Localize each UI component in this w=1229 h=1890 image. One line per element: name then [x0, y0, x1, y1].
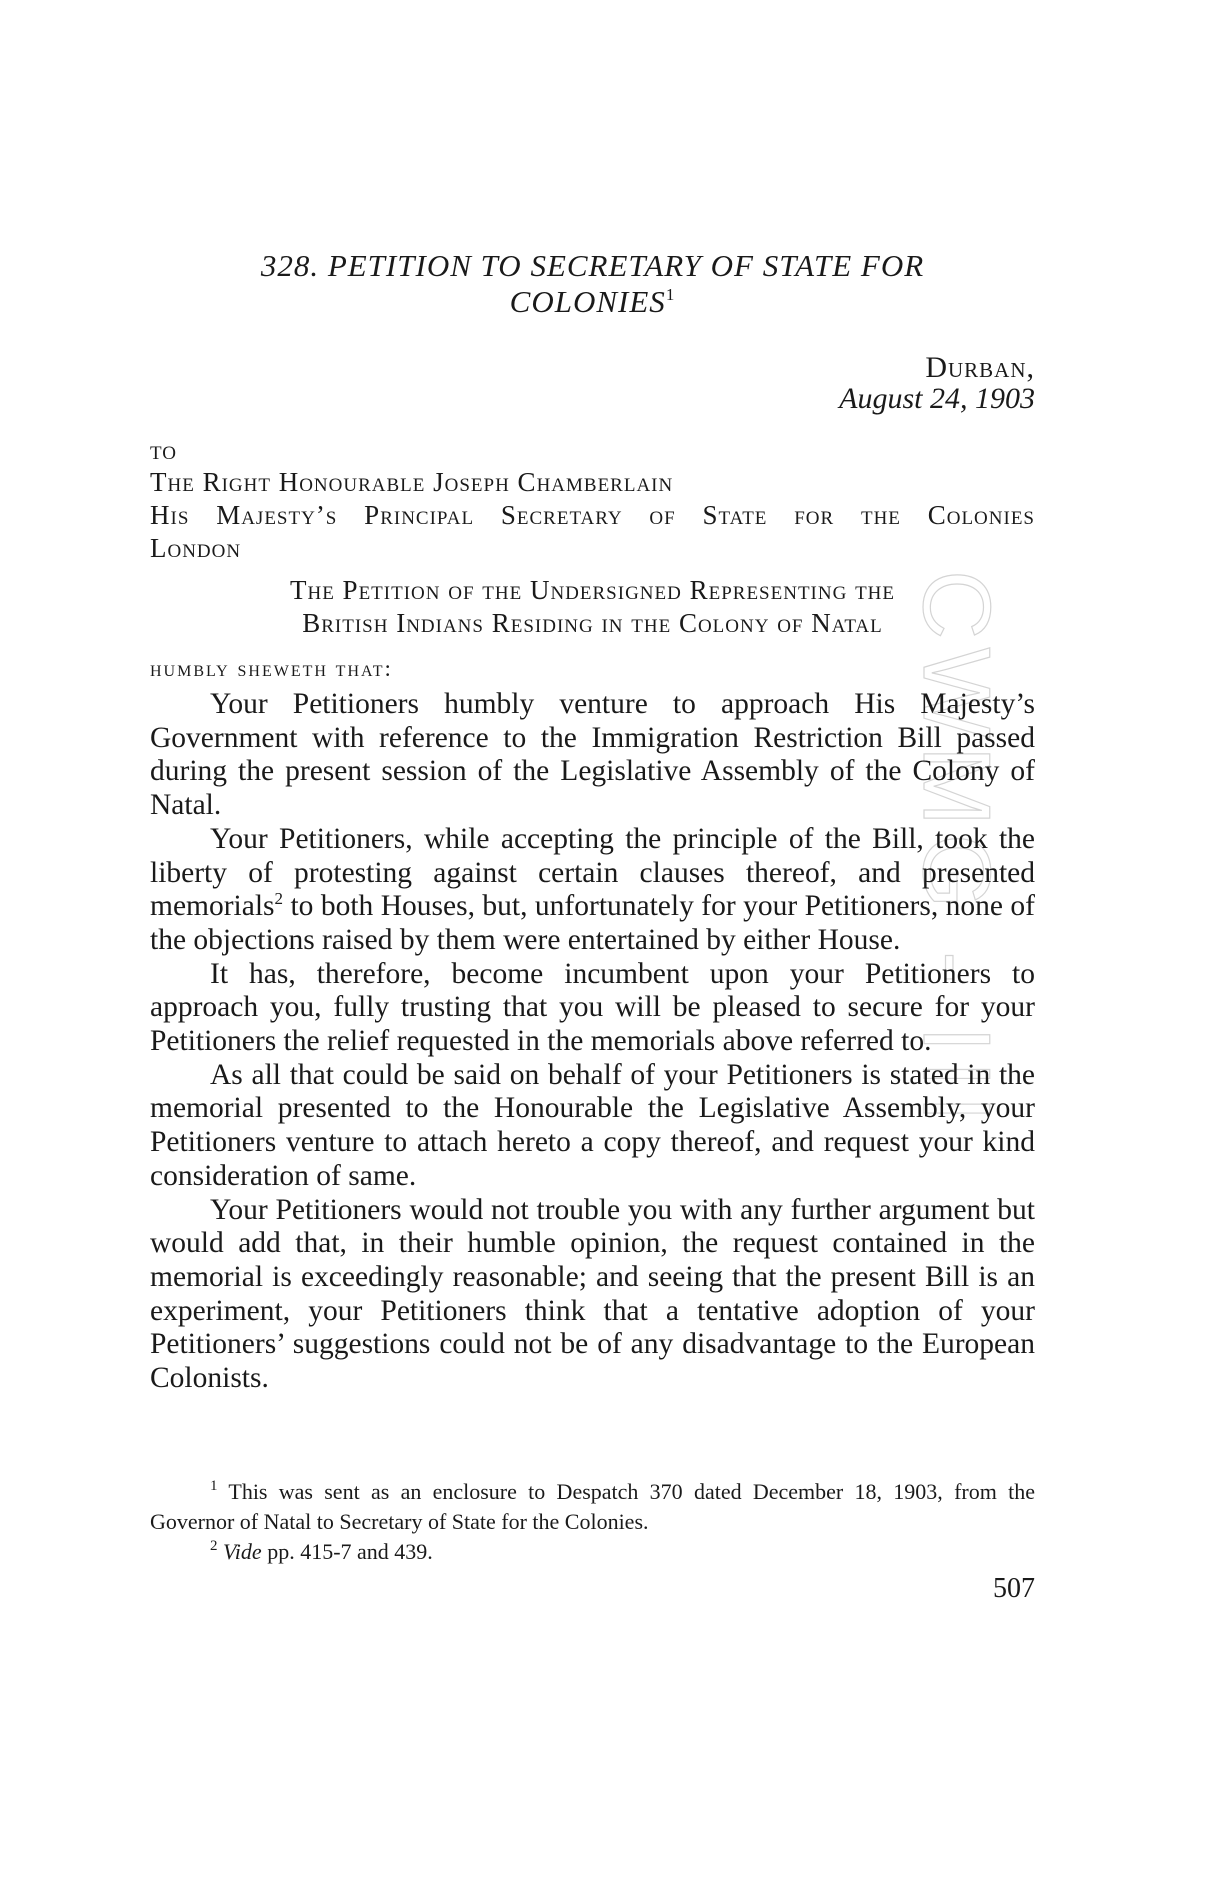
- dateline-place: Durban,: [925, 351, 1035, 384]
- document-title: [150, 248, 1035, 320]
- title-number: 328.: [260, 248, 320, 283]
- paragraph-5: Your Petitioners would not trouble you with any further argument but would add that, in their humble opinion, the request contained in the memorial is exceedingly reasonable; and seeing that the present Bill is an experiment, your Petitioners think that a tentative adoption of your Petitioners’ suggestions could not be of any disadvantage to the European Colonists.: [150, 1193, 1035, 1395]
- paragraph-2: [150, 823, 1035, 958]
- title-text-1: PETITION TO SECRETARY OF STATE FOR: [327, 248, 925, 283]
- footnotes: [150, 1477, 1035, 1567]
- petition-heading-line-1: The Petition of the Undersigned Representing the: [289, 575, 896, 605]
- paragraph-4: As all that could be said on behalf of your Petitioners is stated in the memorial presented to the Honourable the Legislative Assembly, your Petitioners venture to attach hereto a copy thereof, and request your kind consideration of same.: [150, 1058, 1035, 1192]
- title-footnote-ref: 1: [665, 285, 676, 304]
- title-text-2: COLONIES: [509, 284, 666, 319]
- footnote-2: [150, 1537, 1035, 1567]
- footnote-1: [150, 1477, 1035, 1537]
- page-number: 507: [993, 1573, 1035, 1604]
- watermark: CWMG - III: [903, 570, 1010, 1130]
- paragraph-1: Your Petitioners humbly venture to approach His Majesty’s Government with reference to the Immigration Restriction Bill passed during the present session of the Legislative Assembly of the Colony of Natal.: [150, 688, 1035, 822]
- paragraph-2-start: Your Petitioners, while accepting the principle of the Bill, took the liberty of protesting against certain clauses thereof, and presented memorials: [150, 822, 1035, 923]
- footnote-ref-2: 2: [274, 889, 284, 909]
- address-line-1: The Right Honourable Joseph Chamberlain: [150, 467, 674, 497]
- footnote-2-mark: 2: [210, 1538, 218, 1554]
- footnote-2-italic: Vide: [223, 1539, 262, 1564]
- page: [150, 0, 1035, 1890]
- title-line-2: [150, 284, 1035, 320]
- petition-body: [150, 688, 1035, 1396]
- dateline-date: August 24, 1903: [839, 382, 1035, 415]
- address-line-2: His Majesty’s Principal Secretary of State for the Colonies: [150, 500, 1035, 530]
- petition-heading-line-2: British Indians Residing in the Colony of Natal: [302, 608, 883, 638]
- footnote-1-text: This was sent as an enclosure to Despatch 370 dated December 18, 1903, from the Governor of Natal to Secretary of State for the Colonies.: [150, 1479, 1035, 1534]
- paragraph-3: It has, therefore, become incumbent upon your Petitioners to approach you, fully trusting that you will be pleased to secure for your Petitioners the relief requested in the memorials above referred to.: [150, 957, 1035, 1058]
- footnote-1-mark: 1: [210, 1478, 218, 1494]
- address-to: to: [150, 435, 177, 465]
- sheweth-line: humbly sheweth that:: [150, 656, 393, 681]
- title-line-1: [150, 248, 1035, 284]
- footnote-2-text: pp. 415-7 and 439.: [261, 1539, 433, 1564]
- paragraph-2-end: to both Houses, but, unfortunately for your Petitioners, none of the objections raised by them were entertained by either House.: [150, 890, 1035, 956]
- address-line-3: London: [150, 533, 242, 563]
